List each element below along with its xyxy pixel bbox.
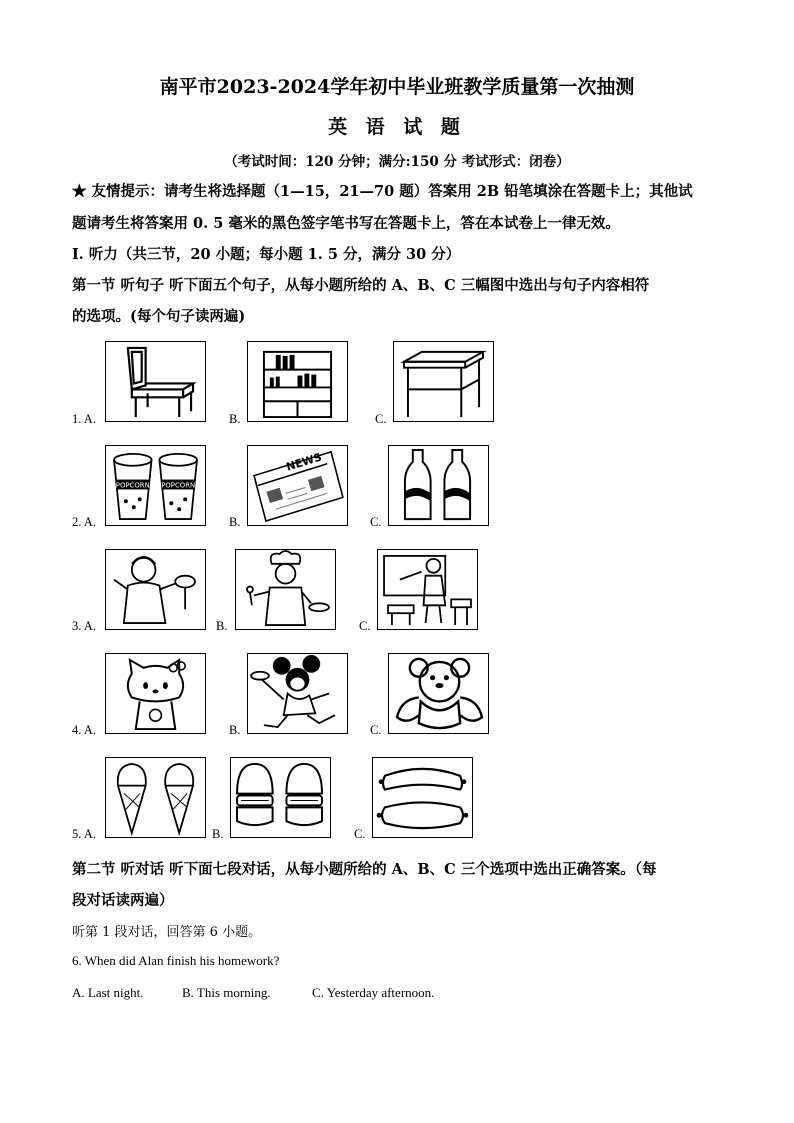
exam-subtitle: 英 语 试 题 <box>328 116 466 138</box>
notice-line-1: ★ 友情提示：请考生将选择题（1—15，21—70 题）答案用 2B 铅笔填涂在答题卡上；其他试 <box>72 183 693 200</box>
q4-label-b: B. <box>229 723 241 737</box>
question-6: 6. When did Alan finish his homework? <box>72 953 280 968</box>
popcorn-icon <box>106 446 205 525</box>
q5-label-b: B. <box>212 827 224 841</box>
q1-option-b[interactable] <box>247 341 348 422</box>
newspaper-icon <box>248 446 347 525</box>
q5-option-a[interactable] <box>105 757 206 838</box>
section2-instruction-1: 第二节 听对话 听下面七段对话，从每小题所给的 A、B、C 三个选项中选出正确答案。（每 <box>72 861 657 878</box>
part1-heading: I. 听力（共三节，20 小题；每小题 1. 5 分，满分 30 分） <box>72 246 461 263</box>
q5-label-a: 5. A. <box>72 827 96 841</box>
bookshelf-icon <box>248 342 347 421</box>
section1-instruction-2: 的选项。(每个句子读两遍) <box>72 308 246 325</box>
q1-option-a[interactable] <box>105 341 206 422</box>
q2-option-b[interactable] <box>247 445 348 526</box>
q4-option-b[interactable] <box>247 653 348 734</box>
q3-label-b: B. <box>216 619 228 633</box>
chair-icon <box>106 342 205 421</box>
bottles-icon <box>389 446 488 525</box>
news-text: NEWS <box>284 450 324 474</box>
q6-option-b[interactable]: B. This morning. <box>182 985 271 1000</box>
q2-label-c: C. <box>370 515 382 529</box>
exam-info: （考试时间：120 分钟；满分:150 分 考试形式：闭卷） <box>224 154 570 170</box>
question-6-options <box>72 985 434 1001</box>
q1-label-a: 1. A. <box>72 412 96 426</box>
q4-option-a[interactable] <box>105 653 206 734</box>
teddy-bear-icon <box>389 654 488 733</box>
q2-label-a: 2. A. <box>72 515 96 529</box>
table-icon <box>394 342 493 421</box>
q3-label-c: C. <box>359 619 371 633</box>
section1-instruction-1: 第一节 听句子 听下面五个句子，从每小题所给的 A、B、C 三幅图中选出与句子内容相符 <box>72 277 650 294</box>
popcorn-text-1: POPCORN <box>115 481 150 490</box>
q1-label-c: C. <box>375 412 387 426</box>
q5-label-c: C. <box>354 827 366 841</box>
q3-label-a: 3. A. <box>72 619 96 633</box>
waiter-icon <box>106 550 205 629</box>
popcorn-text-2: POPCORN <box>161 481 196 490</box>
q6-option-a[interactable]: A. Last night. <box>72 985 144 1000</box>
teacher-icon <box>378 550 477 629</box>
exam-title: 南平市2023-2024学年初中毕业班教学质量第一次抽测 <box>159 76 635 98</box>
cook-icon <box>236 550 335 629</box>
q2-option-c[interactable] <box>388 445 489 526</box>
notice-line-2: 题请考生将答案用 0. 5 毫米的黑色签字笔书写在答题卡上，答在本试卷上一律无效。 <box>72 215 620 232</box>
sausage-icon <box>373 758 472 837</box>
mickey-mouse-icon <box>248 654 347 733</box>
q5-option-c[interactable] <box>372 757 473 838</box>
dialog1-prompt: 听第 1 段对话，回答第 6 小题。 <box>72 925 262 940</box>
q4-option-c[interactable] <box>388 653 489 734</box>
ice-cream-icon <box>106 758 205 837</box>
q4-label-a: 4. A. <box>72 723 96 737</box>
hamburger-icon <box>231 758 330 837</box>
q2-option-a[interactable] <box>105 445 206 526</box>
q3-option-a[interactable] <box>105 549 206 630</box>
q4-label-c: C. <box>370 723 382 737</box>
q3-option-c[interactable] <box>377 549 478 630</box>
hello-kitty-icon <box>106 654 205 733</box>
q2-label-b: B. <box>229 515 241 529</box>
q5-option-b[interactable] <box>230 757 331 838</box>
q3-option-b[interactable] <box>235 549 336 630</box>
q1-option-c[interactable] <box>393 341 494 422</box>
q6-option-c[interactable]: C. Yesterday afternoon. <box>312 985 435 1000</box>
section2-instruction-2: 段对话读两遍） <box>72 892 174 909</box>
q1-label-b: B. <box>229 412 241 426</box>
